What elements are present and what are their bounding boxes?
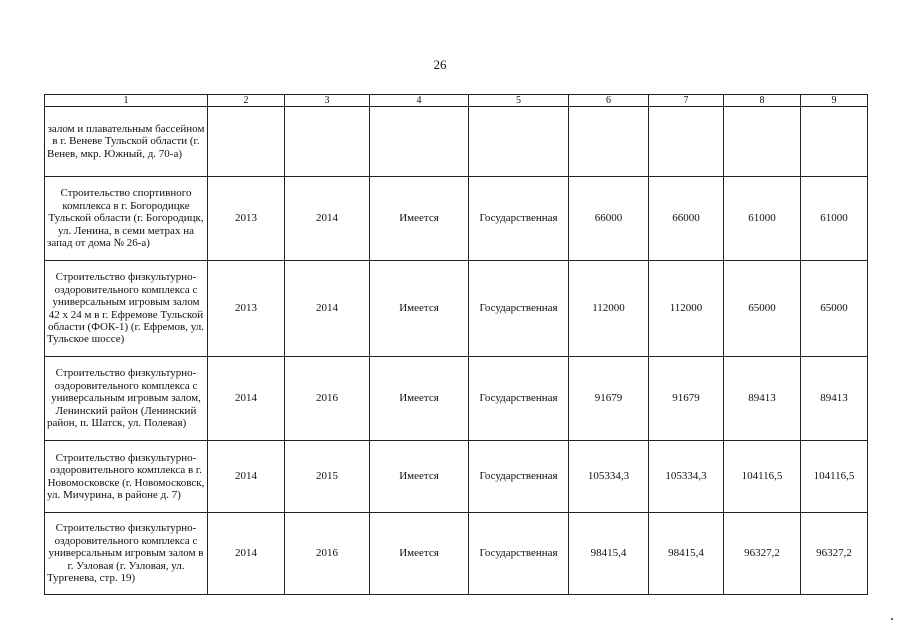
object-name: Строительство спортивного комплекса в г. Богородицке Тульской области (г. Богородицк, ул. Ленина, в семи метрах на запад от дома № 26-а) — [45, 177, 208, 261]
value-col-8 — [724, 107, 801, 177]
table-row — [45, 177, 868, 261]
value-col-6: 105334,3 — [569, 441, 649, 513]
end-year: 2016 — [285, 513, 370, 595]
value-col-6: 91679 — [569, 357, 649, 441]
object-name: Строительство физкультурно-оздоровительного комплекса в г. Новомосковске (г. Новомосковск, ул. Мичурина, в районе д. 7) — [45, 441, 208, 513]
object-name: Строительство физкультурно-оздоровительного комплекса с универсальным игровым залом в г. Узловая (г. Узловая, ул. Тургенева, стр. 19) — [45, 513, 208, 595]
value-col-8: 65000 — [724, 261, 801, 357]
ownership-form: Государственная — [469, 357, 569, 441]
value-col-6: 66000 — [569, 177, 649, 261]
header-col-9: 9 — [801, 95, 868, 107]
header-col-5: 5 — [469, 95, 569, 107]
start-year: 2013 — [208, 177, 285, 261]
header-col-2: 2 — [208, 95, 285, 107]
value-col-7: 91679 — [649, 357, 724, 441]
scan-speck — [891, 618, 893, 620]
value-col-9 — [801, 107, 868, 177]
documentation-status: Имеется — [370, 357, 469, 441]
documentation-status: Имеется — [370, 261, 469, 357]
page-number: 26 — [433, 57, 447, 72]
value-col-7: 66000 — [649, 177, 724, 261]
end-year — [285, 107, 370, 177]
documentation-status: Имеется — [370, 177, 469, 261]
table-row — [45, 107, 868, 177]
start-year: 2014 — [208, 513, 285, 595]
objects-table — [44, 94, 868, 595]
value-col-7 — [649, 107, 724, 177]
ownership-form: Государственная — [469, 441, 569, 513]
value-col-9: 89413 — [801, 357, 868, 441]
value-col-7: 112000 — [649, 261, 724, 357]
ownership-form: Государственная — [469, 513, 569, 595]
start-year: 2014 — [208, 357, 285, 441]
documentation-status: Имеется — [370, 513, 469, 595]
header-col-1: 1 — [45, 95, 208, 107]
end-year: 2016 — [285, 357, 370, 441]
value-col-6 — [569, 107, 649, 177]
ownership-form — [469, 107, 569, 177]
table-row — [45, 441, 868, 513]
ownership-form: Государственная — [469, 177, 569, 261]
end-year: 2015 — [285, 441, 370, 513]
table-row — [45, 513, 868, 595]
value-col-7: 98415,4 — [649, 513, 724, 595]
value-col-9: 65000 — [801, 261, 868, 357]
value-col-7: 105334,3 — [649, 441, 724, 513]
start-year: 2013 — [208, 261, 285, 357]
header-col-8: 8 — [724, 95, 801, 107]
start-year: 2014 — [208, 441, 285, 513]
value-col-9: 104116,5 — [801, 441, 868, 513]
value-col-6: 98415,4 — [569, 513, 649, 595]
end-year: 2014 — [285, 261, 370, 357]
documentation-status — [370, 107, 469, 177]
value-col-9: 61000 — [801, 177, 868, 261]
object-name: залом и плавательным бассейном в г. Веневе Тульской области (г. Венев, мкр. Южный, д. 70-а) — [45, 107, 208, 177]
value-col-8: 61000 — [724, 177, 801, 261]
value-col-6: 112000 — [569, 261, 649, 357]
object-name: Строительство физкультурно-оздоровительного комплекса с универсальным игровым залом, Ленинский район (Ленинский район, п. Шатск, ул. Полевая) — [45, 357, 208, 441]
ownership-form: Государственная — [469, 261, 569, 357]
value-col-8: 89413 — [724, 357, 801, 441]
header-col-7: 7 — [649, 95, 724, 107]
end-year: 2014 — [285, 177, 370, 261]
object-name: Строительство физкультурно-оздоровительного комплекса с универсальным игровым залом 42 х 24 м в г. Ефремове Тульской области (ФОК-1) (г. Ефремов, ул. Тульское шоссе) — [45, 261, 208, 357]
documentation-status: Имеется — [370, 441, 469, 513]
header-row — [45, 95, 868, 107]
header-col-6: 6 — [569, 95, 649, 107]
header-col-4: 4 — [370, 95, 469, 107]
value-col-9: 96327,2 — [801, 513, 868, 595]
table-row — [45, 261, 868, 357]
header-col-3: 3 — [285, 95, 370, 107]
value-col-8: 104116,5 — [724, 441, 801, 513]
value-col-8: 96327,2 — [724, 513, 801, 595]
table-row — [45, 357, 868, 441]
start-year — [208, 107, 285, 177]
